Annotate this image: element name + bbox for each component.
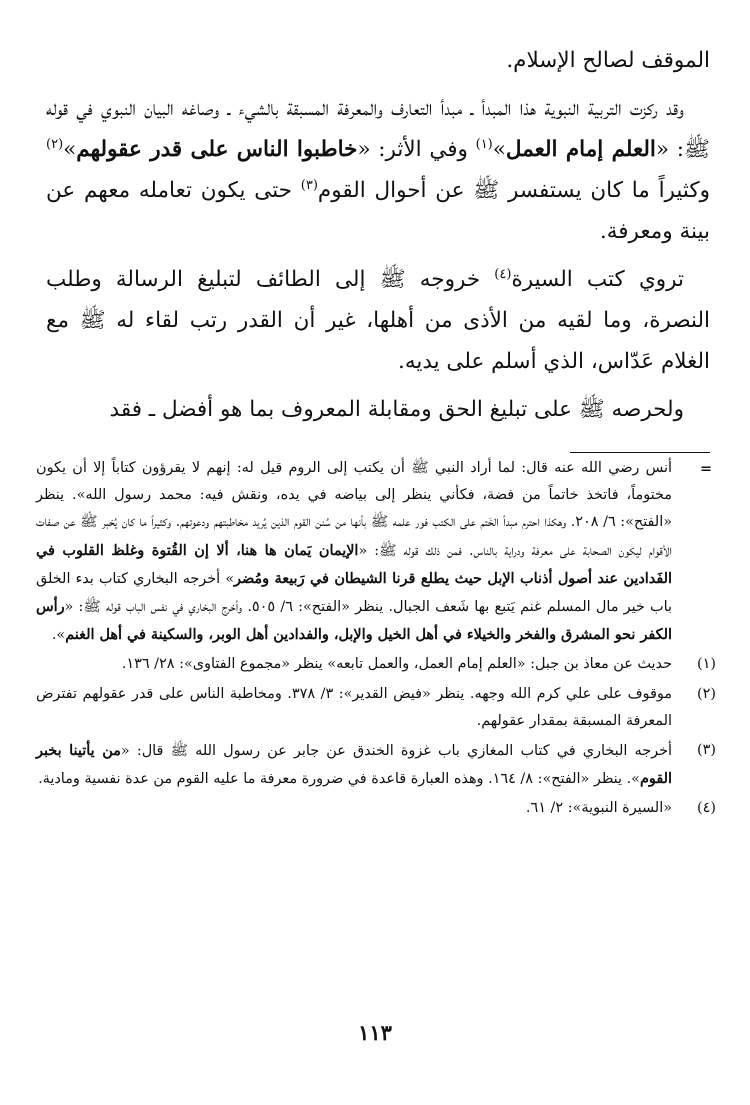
- athar-quote: خاطبوا الناس على قدر عقولهم: [76, 137, 358, 162]
- p3-text-b: خروجه ﷺ إلى الطائف لتبليغ الرسالة وطلب النصرة، وما لقيه من الأذى من أهلها، غير أن القدر رتب لقاء له ﷺ مع الغلام عَدّاس، الذي أسلم على يديه.: [46, 267, 710, 374]
- fn3-text-1: أخرجه البخاري في كتاب المغازي باب غزوة الخندق عن جابر عن رسول الله ﷺ قال: «: [120, 743, 672, 760]
- paragraph-2: [46, 88, 710, 252]
- p2-text-d: وفي الأثر: «: [357, 137, 476, 162]
- footnotes: [36, 455, 716, 823]
- footnote-number-1: (١): [697, 656, 716, 673]
- page-number: ١١٣: [358, 1020, 392, 1045]
- footnote-4-text: «السيرة النبوية»: ٢/ ٦١.: [525, 800, 672, 817]
- footnote-number-4: (٤): [697, 800, 716, 817]
- fn3-text-2: ». ينظر «الفتح»: ٨/ ١٦٤. وهذه العبارة قاعدة في ضرورة معرفة ما عليه القوم من عدة نفسية ومادية.: [38, 771, 640, 788]
- fc-text-3: ».: [51, 627, 66, 644]
- footnote-continued: [36, 455, 716, 649]
- continuation-marker: =: [699, 460, 712, 477]
- footnote-3: [36, 737, 716, 793]
- paragraph-4: [46, 389, 710, 430]
- fc-hadith-2: رأس الكفر نحو المشرق والفخر والخيلاء في أهل الخيل والإبل، والفدادين أهل الوبر، والسكينة في أهل الغنم: [36, 598, 672, 644]
- footnote-2-text: موقوف على علي كرم الله وجهه. ينظر «فيض القدير»: ٣/ ٣٧٨. ومخاطبة الناس على قدر عقولهم تفترض المعرفة المسبقة بمقدار عقولهم.: [36, 685, 672, 729]
- fn3-hadith: من يأتينا بخبر القوم: [36, 742, 672, 788]
- p2-text-c: »: [492, 137, 506, 162]
- p2-text-h: حتى يكون تعامله معهم عن بينة ومعرفة.: [46, 178, 710, 244]
- footnote-number-2: (٢): [697, 685, 716, 702]
- footnote-1: [36, 651, 716, 678]
- fc-text-1: أنس رضي الله عنه قال: لما أراد النبي ﷺ أن يكتب إلى الروم قيل له: إنهم لا يقرؤون كتاباً إلا أن يكون مختوماً، فاتخذ خاتماً من فضة، فكأني ينظر إلى بياضه في يده، ونقش فيه: محمد رسول الله». ينظر «الفتح»: ٦/ ٢٠٨. وهكذا احترم مبدأ الخَتم على الكتب فور علمه ﷺ بأنها من سُنن القوم الذين يُريد مخاطبتهم ودعوتهم. وكثيراً ما كان يُخبر ﷺ عن صفات الأقوام ليكون الصحابة على معرفة ودراية بالناس. فمن ذلك قوله ﷺ: «: [36, 460, 672, 559]
- footnote-4: [36, 795, 716, 822]
- main-text: [46, 40, 710, 437]
- p2-text-a: وقد ركزت التربية النبوية هذا المبدأ ـ مبدأ التعارف والمعرفة المسبقة بالشيء ـ وصاغه البيان النبوي في قوله ﷺ: «: [46, 96, 710, 162]
- p2-text-f: »: [63, 137, 77, 162]
- footnote-number-3: (٣): [697, 742, 716, 759]
- paragraph-1: [46, 40, 710, 81]
- fc-text-2: » أخرجه البخاري كتاب بدء الخلق باب خير مال المسلم غنم يَتبع بها شَعف الجبال. ينظر «الفتح»: ٦/ ٥٠٥. وأخرج البخاري في نفس الباب قوله ﷺ: «: [36, 570, 672, 616]
- footnote-ref-2[interactable]: (٢): [46, 136, 64, 152]
- footnote-ref-1[interactable]: (١): [475, 136, 493, 152]
- footnote-2: [36, 681, 716, 735]
- paragraph-3: [46, 259, 710, 382]
- paragraph-4-text: ولحرصه ﷺ على تبليغ الحق ومقابلة المعروف بما هو أفضل ـ فقد: [109, 397, 684, 422]
- paragraph-1-text: الموقف لصالح الإسلام.: [506, 48, 710, 73]
- p3-text-a: تروي كتب السيرة: [511, 267, 685, 292]
- footnote-ref-4[interactable]: (٤): [494, 266, 512, 282]
- footnote-1-text: حديث عن معاذ بن جبل: «العلم إمام العمل، والعمل تابعه» ينظر «مجموع الفتاوى»: ٢٨/ ١٣٦.: [121, 656, 672, 673]
- fc-hadith-1: الإيمان يَمان ها هنا، ألا إن القُتوة وغلظ القلوب في الفَدادين عند أصول أذناب الإبل حيث يطلع قرنا الشيطان في رَبيعة ومُضر: [36, 541, 672, 587]
- p2-text-g: وكثيراً ما كان يستفسر ﷺ عن أحوال القوم: [317, 178, 711, 203]
- hadith-quote-1: العلم إمام العمل: [505, 137, 656, 162]
- footnote-ref-3[interactable]: (٣): [300, 177, 318, 193]
- footnote-separator: [570, 452, 710, 453]
